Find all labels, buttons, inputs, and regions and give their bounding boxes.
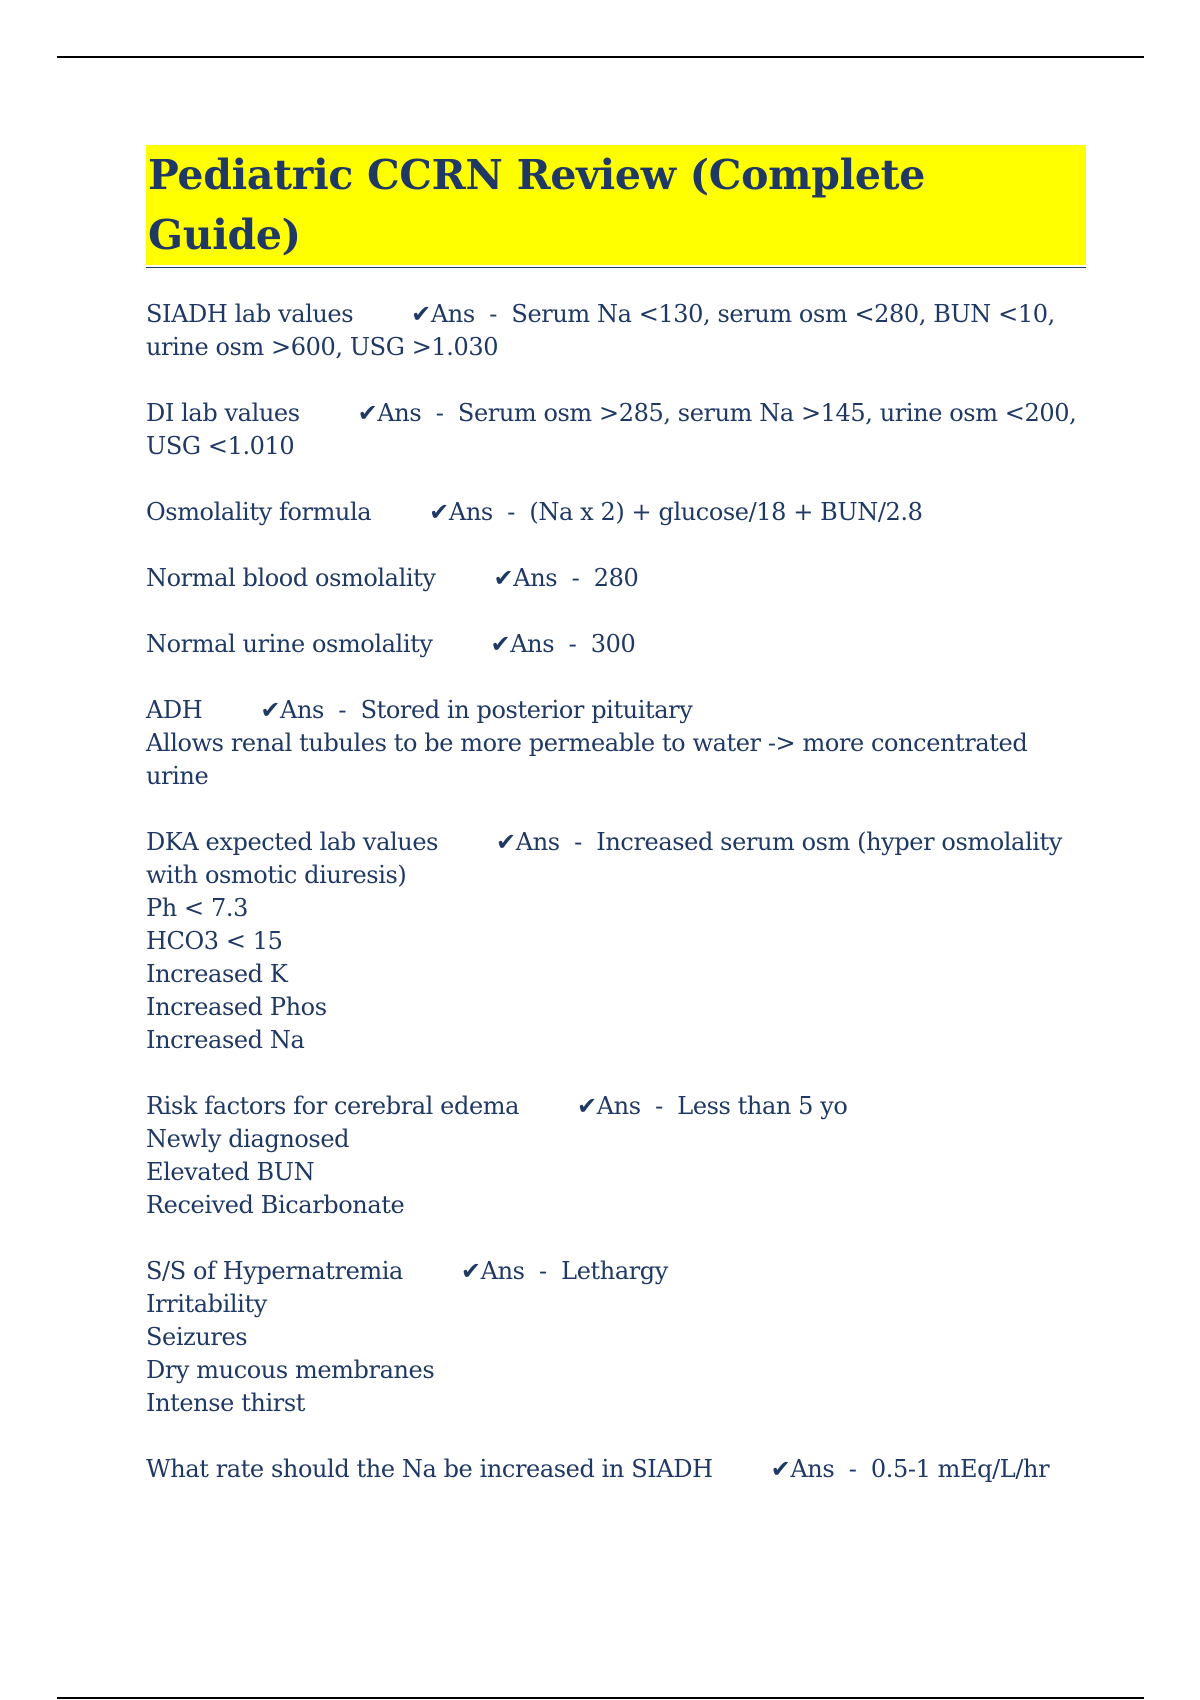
bottom-rule: [57, 1697, 1144, 1699]
qa-item: [146, 1090, 1086, 1222]
title-block: [146, 145, 1086, 268]
answer-line: HCO3 < 15: [146, 927, 283, 955]
question: Normal urine osmolality: [146, 630, 433, 658]
question: SIADH lab values: [146, 300, 354, 328]
answer-line: Seizures: [146, 1323, 248, 1351]
answer-line: Received Bicarbonate: [146, 1191, 405, 1219]
answer: 280: [593, 564, 639, 592]
qa-item: [146, 694, 1086, 793]
ans-label: ✔Ans -: [429, 498, 530, 526]
ans-label: ✔Ans -: [496, 828, 597, 856]
answer: (Na x 2) + glucose/18 + BUN/2.8: [529, 498, 923, 526]
question: S/S of Hypernatremia: [146, 1257, 403, 1285]
answer: Lethargy: [561, 1257, 668, 1285]
answer-line: Intense thirst: [146, 1389, 306, 1417]
ans-label: ✔Ans -: [577, 1092, 678, 1120]
answer-line: Increased Na: [146, 1026, 305, 1054]
answer-line: Elevated BUN: [146, 1158, 315, 1186]
answer-line: Newly diagnosed: [146, 1125, 350, 1153]
question: DI lab values: [146, 399, 300, 427]
qa-item: [146, 298, 1086, 364]
answer-line: Dry mucous membranes: [146, 1356, 435, 1384]
ans-label: ✔Ans -: [357, 399, 458, 427]
document-body: [146, 145, 1086, 1519]
qa-item: [146, 628, 1086, 661]
ans-label: ✔Ans -: [493, 564, 594, 592]
page-title: Pediatric CCRN Review (Complete Guide): [146, 145, 1086, 265]
question: DKA expected lab values: [146, 828, 439, 856]
question: Normal blood osmolality: [146, 564, 436, 592]
ans-label: ✔Ans -: [770, 1455, 871, 1483]
answer-line: urine: [146, 762, 209, 790]
ans-label: ✔Ans -: [260, 696, 361, 724]
answer-continuation: urine osm >600, USG >1.030: [146, 333, 499, 361]
answer-line: Allows renal tubules to be more permeable to water -> more concentrated: [146, 729, 1028, 757]
answer: 0.5-1 mEq/L/hr: [870, 1455, 1050, 1483]
answer: Increased serum osm (hyper osmolality: [596, 828, 1062, 856]
answer: 300: [590, 630, 636, 658]
qa-item: [146, 496, 1086, 529]
question: Osmolality formula: [146, 498, 372, 526]
ans-label: ✔Ans -: [411, 300, 512, 328]
answer: Less than 5 yo: [677, 1092, 848, 1120]
question: Risk factors for cerebral edema: [146, 1092, 520, 1120]
qa-item: [146, 1453, 1086, 1486]
answer: Serum Na <130, serum osm <280, BUN <10,: [511, 300, 1055, 328]
top-rule: [57, 56, 1144, 58]
answer-line: with osmotic diuresis): [146, 861, 407, 889]
answer-line: Ph < 7.3: [146, 894, 248, 922]
qa-item: [146, 562, 1086, 595]
answer-continuation: USG <1.010: [146, 432, 295, 460]
qa-item: [146, 826, 1086, 1057]
answer-line: Irritability: [146, 1290, 267, 1318]
ans-label: ✔Ans -: [460, 1257, 562, 1285]
answer-line: Increased K: [146, 960, 288, 988]
answer: Serum osm >285, serum Na >145, urine osm <200,: [457, 399, 1077, 427]
question: ADH: [146, 696, 203, 724]
answer: Stored in posterior pituitary: [360, 696, 693, 724]
ans-label: ✔Ans -: [490, 630, 591, 658]
qa-item: [146, 397, 1086, 463]
qa-item: [146, 1255, 1086, 1420]
question: What rate should the Na be increased in SIADH: [146, 1455, 713, 1483]
answer-line: Increased Phos: [146, 993, 327, 1021]
